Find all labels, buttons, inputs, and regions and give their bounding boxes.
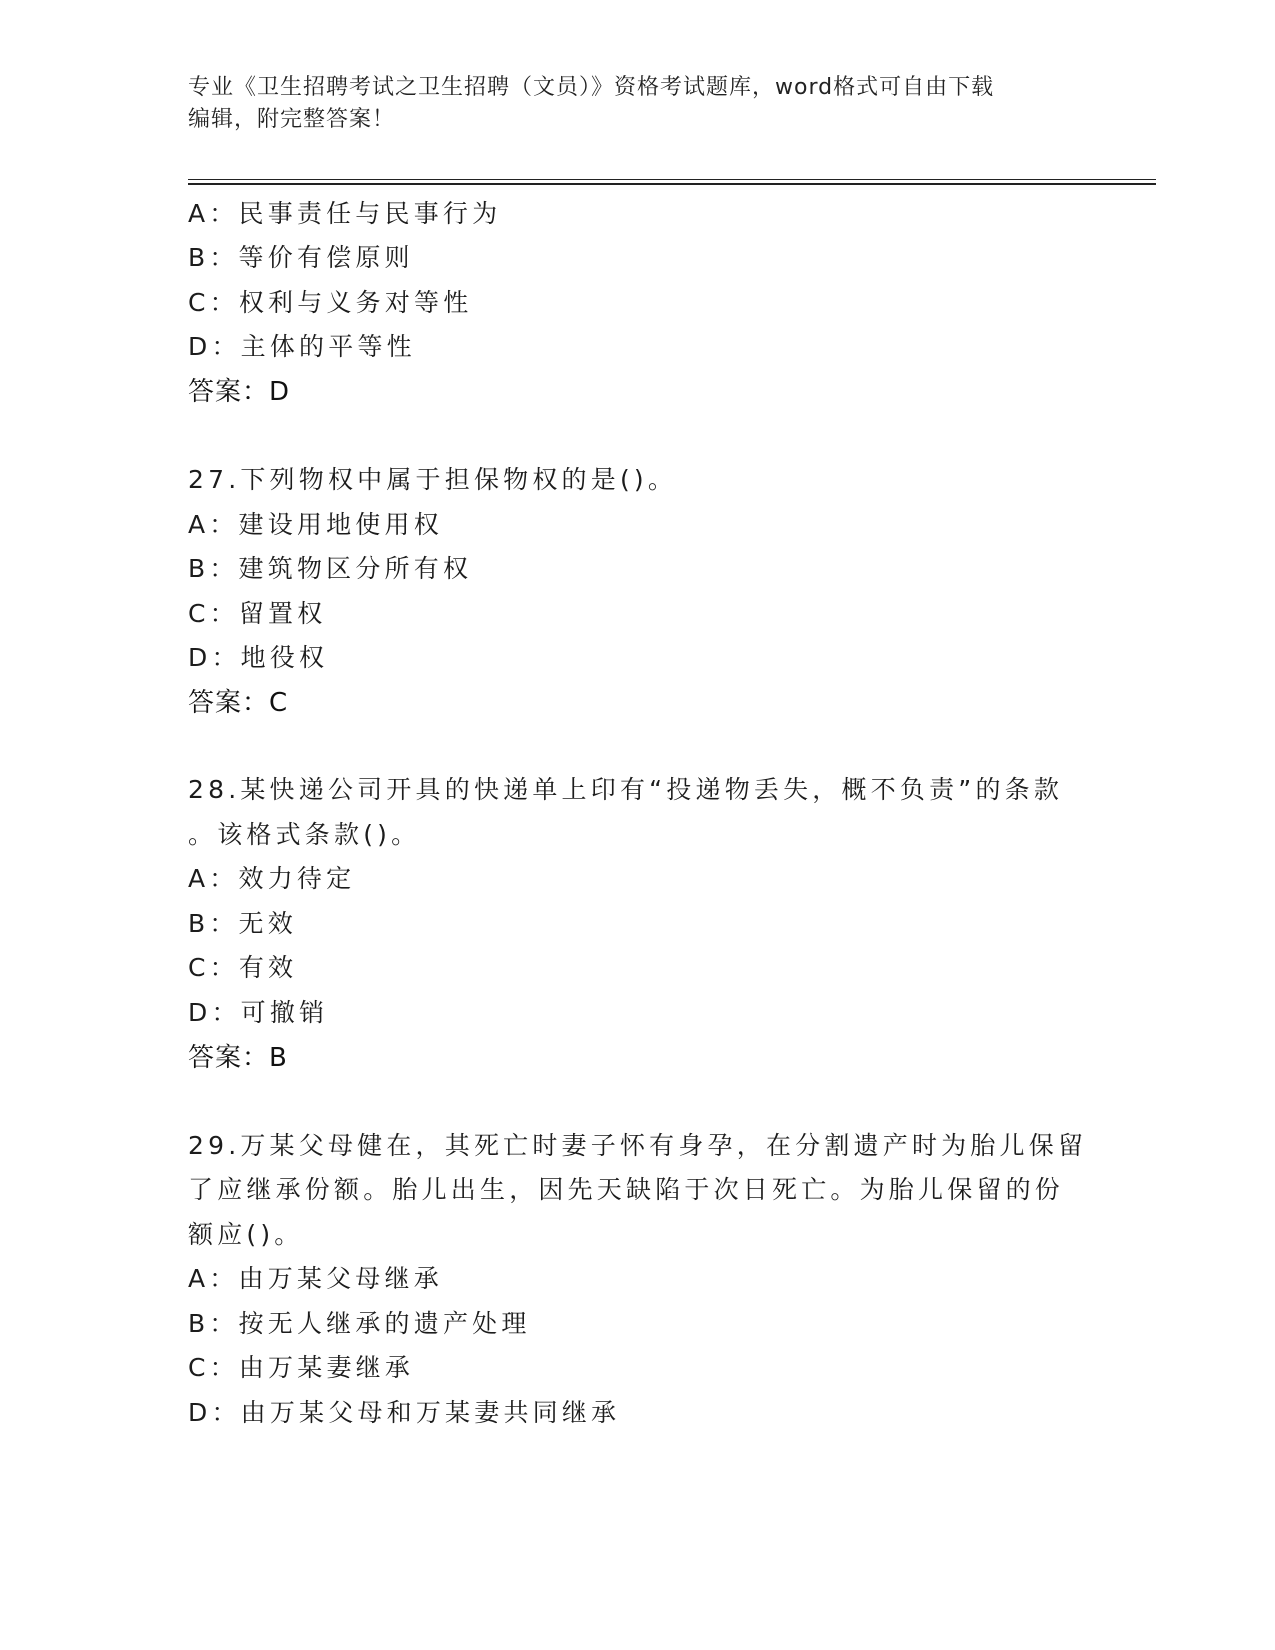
q27-option-a: A：建设用地使用权 xyxy=(188,510,443,539)
prev-option-b: B：等价有偿原则 xyxy=(188,243,414,272)
header-line-2: 编辑，附完整答案！ xyxy=(188,107,396,132)
q27-option-b: B：建筑物区分所有权 xyxy=(188,554,473,583)
q27-option-c: C：留置权 xyxy=(188,599,327,628)
q28-stem-line-1: 28.某快递公司开具的快递单上印有“投递物丢失，概不负责”的条款 xyxy=(188,775,1064,804)
q28-option-d: D：可撤销 xyxy=(188,998,329,1027)
q29-option-d: D：由万某父母和万某妻共同继承 xyxy=(188,1398,621,1427)
q28-stem-line-2: 。该格式条款()。 xyxy=(188,820,421,849)
q28-option-c: C：有效 xyxy=(188,953,298,982)
q29-stem-line-2: 了应继承份额。胎儿出生，因先天缺陷于次日死亡。为胎儿保留的份 xyxy=(188,1175,1065,1204)
q29-option-a: A：由万某父母继承 xyxy=(188,1264,443,1293)
q29-option-c: C：由万某妻继承 xyxy=(188,1353,415,1382)
q27-stem: 27.下列物权中属于担保物权的是()。 xyxy=(188,465,678,494)
document-header xyxy=(188,72,1088,136)
prev-option-d: D：主体的平等性 xyxy=(188,332,416,361)
header-divider-top xyxy=(188,179,1156,180)
prev-option-a: A：民事责任与民事行为 xyxy=(188,199,502,228)
header-divider-bottom xyxy=(188,183,1156,185)
q28-option-b: B：无效 xyxy=(188,909,297,938)
prev-option-c: C：权利与义务对等性 xyxy=(188,288,473,317)
q29-option-b: B：按无人继承的遗产处理 xyxy=(188,1309,531,1338)
q29-stem-line-1: 29.万某父母健在，其死亡时妻子怀有身孕，在分割遗产时为胎儿保留 xyxy=(188,1131,1088,1160)
prev-answer: 答案：D xyxy=(188,377,291,407)
q27-option-d: D：地役权 xyxy=(188,643,329,672)
q28-option-a: A：效力待定 xyxy=(188,864,356,893)
q29-stem-line-3: 额应()。 xyxy=(188,1220,304,1249)
header-line-1: 专业《卫生招聘考试之卫生招聘（文员）》资格考试题库，word格式可自由下载 xyxy=(188,75,995,100)
q28-answer: 答案：B xyxy=(188,1043,288,1073)
q27-answer: 答案：C xyxy=(188,688,289,718)
